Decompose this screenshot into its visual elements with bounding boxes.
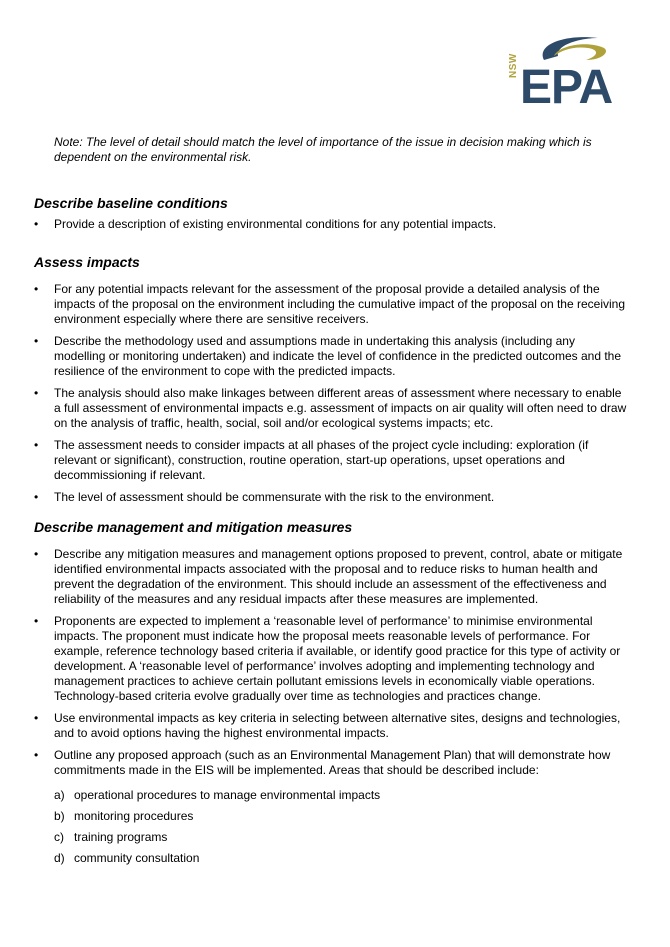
list-item: • The assessment needs to consider impacts at all phases of the project cycle including: exploration (if relevant or significant), construction, routine operation, start-up operations, upset operations and decommissioning if relevant. — [34, 438, 628, 483]
list-item: • Use environmental impacts as key criteria in selecting between alternative sites, designs and technologies, and to avoid options having the highest environmental impacts. — [34, 711, 628, 741]
list-item — [54, 830, 628, 845]
list-item: • For any potential impacts relevant for the assessment of the proposal provide a detailed analysis of the impacts of the proposal on the environment including the cumulative impact of the proposal on the receiving environment especially where there are sensitive receivers. — [34, 282, 628, 327]
list-item — [54, 788, 628, 803]
logo-epa-text: EPA — [520, 61, 613, 114]
list-item — [54, 851, 628, 866]
section-heading: Describe management and mitigation measures — [34, 519, 353, 535]
item-text: community consultation — [74, 851, 200, 865]
item-text: training programs — [74, 830, 168, 844]
item-text: operational procedures to manage environmental impacts — [74, 788, 381, 802]
list-item: • Provide a description of existing environmental conditions for any potential impacts. — [34, 217, 628, 232]
list-item: • Outline any proposed approach (such as an Environmental Management Plan) that will demonstrate how commitments made in the EIS will be implemented. Areas that should be described include: — [34, 748, 628, 778]
item-text: monitoring procedures — [74, 809, 194, 823]
section-baseline — [34, 195, 628, 232]
section-heading: Assess impacts — [34, 254, 140, 270]
item-marker: a) — [54, 788, 65, 802]
note-text: Note: The level of detail should match the level of importance of the issue in decision making which is dependent on the environmental risk. — [54, 135, 592, 164]
bullet-list — [34, 282, 628, 505]
item-marker: c) — [54, 830, 64, 844]
item-marker: d) — [54, 851, 65, 865]
list-item: • Describe the methodology used and assumptions made in undertaking this analysis (including any modelling or monitoring undertaken) and indicate the level of confidence in the predicted outcomes and the resilience of the environment to cope with the predicted impacts. — [34, 334, 628, 379]
section-assess-impacts — [34, 254, 628, 505]
epa-logo — [506, 30, 628, 112]
logo-nsw-text: NSW — [508, 53, 519, 78]
list-item: • Proponents are expected to implement a ‘reasonable level of performance’ to minimise environmental impacts. The proponent must indicate how the proposal meets reasonable levels of performance. For example, reference technology based criteria if available, or identify good practice for this type of activity or development. A ‘reasonable level of performance’ involves adopting and implementing technology and management practices to achieve certain pollutant emissions levels in economically viable operations. Technology-based criteria evolve gradually over time as technologies and practices change. — [34, 614, 628, 704]
document-body — [34, 135, 628, 872]
list-item — [54, 809, 628, 824]
bullet-list — [34, 547, 628, 778]
section-heading: Describe baseline conditions — [34, 195, 228, 211]
section-management-mitigation — [34, 519, 628, 866]
list-item: • The analysis should also make linkages between different areas of assessment where necessary to enable a full assessment of environmental impacts e.g. assessment of impacts on air quality will often need to draw on the analysis of traffic, health, social, soil and/or ecological systems impacts; etc. — [34, 386, 628, 431]
list-item: • The level of assessment should be commensurate with the risk to the environment. — [34, 490, 628, 505]
lettered-list — [54, 788, 628, 866]
item-marker: b) — [54, 809, 65, 823]
list-item: • Describe any mitigation measures and management options proposed to prevent, control, abate or mitigate identified environmental impacts associated with the proposal and to reduce risks to human health and prevent the degradation of the environment. This should include an assessment of the effectiveness and reliability of the measures and any residual impacts after these measures are implemented. — [34, 547, 628, 607]
bullet-list — [34, 217, 628, 232]
